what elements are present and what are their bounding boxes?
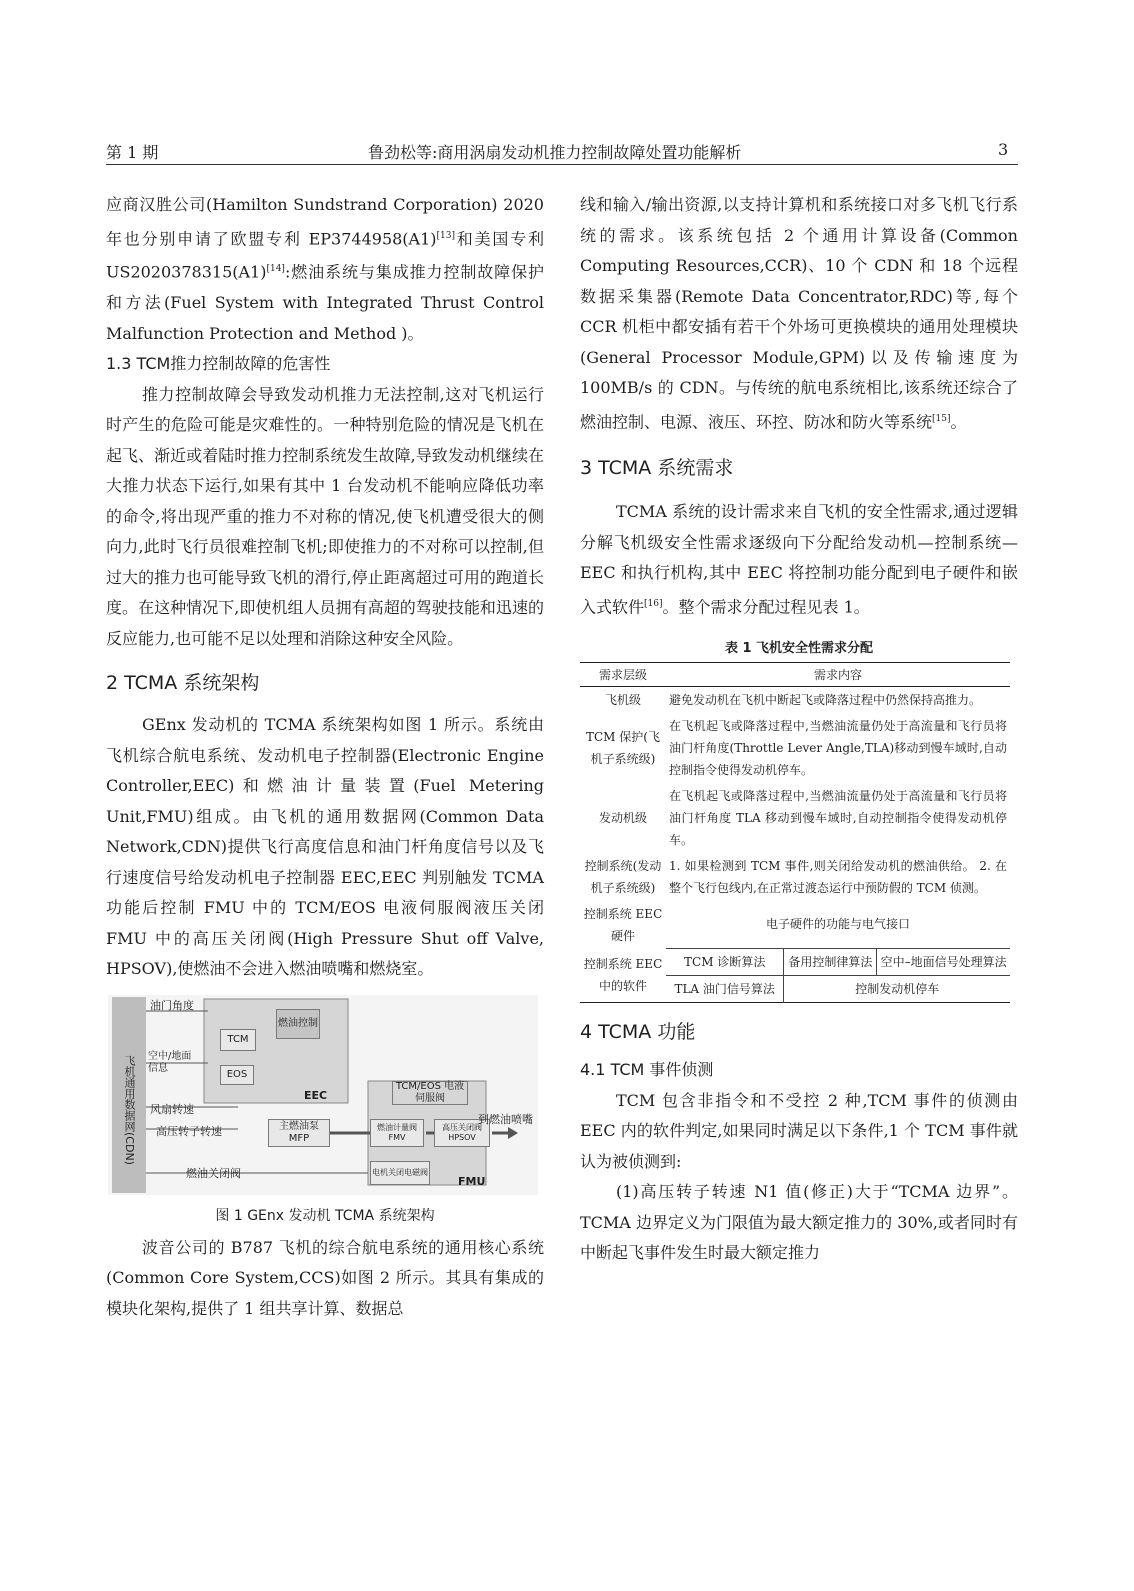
throttle-label: 油门角度 bbox=[150, 998, 194, 1012]
table-row: TLA 油门信号算法 控制发动机停车 bbox=[580, 976, 1010, 1003]
citation: [14] bbox=[266, 264, 285, 275]
fmu-label: FMU bbox=[458, 1174, 486, 1188]
table-header-level: 需求层级 bbox=[580, 662, 666, 686]
table-row: 控制系统 EEC 中的软件 TCM 诊断算法 备用控制律算法 空中–地面信号处理算法 bbox=[580, 949, 1010, 976]
paragraph: 波音公司的 B787 飞机的综合航电系统的通用核心系统(Common Core System,CCS)如图 2 所示。其具有集成的模块化架构,提供了 1 组共享计算、数据总 bbox=[106, 1237, 544, 1318]
servo-valve-box: TCM/EOS 电液伺服阀 bbox=[392, 1081, 468, 1105]
paragraph: GEnx 发动机的 TCMA 系统架构如图 1 所示。系统由飞机综合航电系统、发动机电子控制器(Electronic Engine Controller,EEC)和燃油计量装置(Fuel Metering Unit,FMU)组成。由飞机的通用数据网(Common Data Network,CDN)提供飞行高度信息和油门杆角度信号以及飞行速度信号给发动机电子控制器 EEC,EEC 判别触发 TCMA 功能后控制 FMU 中的 TCM/EOS 电液伺服阀液压关闭 FMU 中的高压关闭阀(High Pressure Shut off Valve, HPSOV),使燃油不会进入燃油喷嘴和燃烧室。 bbox=[106, 715, 544, 979]
table-row: 发动机级 在飞机起飞或降落过程中,当燃油流量仍处于高流量和飞行员将油门杆角度 TLA 移动到慢车域时,自动控制指令使得发动机停车。 bbox=[598, 788, 1007, 847]
solenoid-box: 电机关闭电磁阀 bbox=[370, 1161, 430, 1185]
citation: [15] bbox=[932, 413, 951, 424]
tcm-box: TCM bbox=[220, 1029, 256, 1051]
table-row: 飞机级 避免发动机在飞机中断起飞或降落过程中仍然保持高推力。 bbox=[604, 692, 982, 707]
table-row: 控制系统(发动机子系统级) 1. 如果检测到 TCM 事件,则关闭给发动机的燃油供给。 2. 在整个飞行包线内,在正常过渡态运行中预防假的 TCM 侦测。 bbox=[584, 858, 1007, 895]
figure-1 bbox=[108, 995, 538, 1195]
fuel-control-box: 燃油控制 bbox=[276, 1009, 320, 1039]
section-heading: 4 TCMA 功能 bbox=[580, 1021, 696, 1044]
section-heading: 3 TCMA 系统需求 bbox=[580, 457, 734, 480]
page-number: 3 bbox=[998, 140, 1009, 159]
paragraph: TCM 包含非指令和不受控 2 种,TCM 事件的侦测由 EEC 内的软件判定,如果同时满足以下条件,1 个 TCM 事件就认为被侦测到: bbox=[580, 1090, 1018, 1171]
table-caption: 表 1 飞机安全性需求分配 bbox=[724, 640, 874, 656]
hpsov-box: 高压关闭阀 HPSOV bbox=[434, 1119, 490, 1147]
eec-label: EEC bbox=[304, 1088, 328, 1102]
paragraph: TCMA 系统的设计需求来自飞机的安全性需求,通过逻辑分解飞机级安全性需求逐级向下分配给发动机—控制系统—EEC 和执行机构,其中 EEC 将控制功能分配到电子硬件和嵌入式软件[16]。整个需求分配过程见表 1。 bbox=[580, 502, 1018, 617]
running-title: 鲁劲松等:商用涡扇发动机推力控制故障处置功能解析 bbox=[368, 143, 742, 162]
main-pump-box: 主燃油泵 MFP bbox=[268, 1119, 330, 1147]
citation: [16] bbox=[644, 598, 663, 609]
paragraph: 线和输入/输出资源,以支持计算机和系统接口对多飞机飞行系统的需求。该系统包括 2 个通用计算设备(Common Computing Resources,CCR)、10 个 CDN 和 18 个远程数据采集器(Remote Data Concentrator,RDC)等,每个 CCR 机柜中都安插有若干个外场可更换模块的通用处理模块(General Processor Module,GPM)以及传输速度为 100MB/s 的 CDN。与传统的航电系统相比,该系统还综合了燃油控制、电源、液压、环控、防冰和防火等系统[15]。 bbox=[580, 195, 1018, 431]
fan-speed-label: 风扇转速 bbox=[150, 1102, 194, 1116]
paragraph: 推力控制故障会导致发动机推力无法控制,这对飞机运行时产生的危险可能是灾难性的。一种特别危险的情况是飞机在起飞、渐近或着陆时推力控制系统发生故障,导致发动机继续在大推力状态下运行,如果有其中 1 台发动机不能响应降低功率的命令,将出现严重的推力不对称的情况,使飞机遭受很大的侧向力,此时飞行员很难控制飞机;即使推力的不对称可以控制,但过大的推力也可能导致飞机的滑行,停止距离超过可用的跑道长度。在这种情况下,即使机组人员拥有高超的驾驶技能和迅速的反应能力,也可能不足以处理和消除这种安全风险。 bbox=[106, 384, 544, 648]
table-header-content: 需求内容 bbox=[666, 662, 1010, 686]
shutoff-label: 燃油关闭阀 bbox=[186, 1166, 241, 1180]
section-heading: 1.3 TCM推力控制故障的危害性 bbox=[106, 354, 331, 374]
citation: [13] bbox=[436, 230, 456, 241]
table-row: TCM 保护(飞机子系统级) 在飞机起飞或降落过程中,当燃油流量仍处于高流量和飞行员将油门杆角度(Throttle Lever Angle,TLA)移动到慢车域时,自动控制指令使得发动机停车。 bbox=[586, 718, 1007, 777]
air-ground-label: 空中/地面信息 bbox=[148, 1050, 192, 1074]
paragraph: 应商汉胜公司(Hamilton Sundstrand Corporation) 2020 年也分别申请了欧盟专利 EP3744958(A1)[13]和美国专利 US2020378315(A1)[14]:燃油系统与集成推力控制故障保护和方法(Fuel System with Integrated Thrust Control Malfunction Protection and Method )。 bbox=[106, 195, 544, 343]
table-row: 控制系统 EEC 硬件 电子硬件的功能与电气接口 bbox=[583, 906, 910, 943]
right-column bbox=[580, 190, 1018, 1269]
header-rule bbox=[106, 164, 1018, 165]
issue-number: 第 1 期 bbox=[106, 143, 159, 162]
section-heading: 4.1 TCM 事件侦测 bbox=[580, 1060, 714, 1080]
fmv-box: 燃油计量阀 FMV bbox=[370, 1119, 424, 1147]
figure-caption: 图 1 GEnx 发动机 TCMA 系统架构 bbox=[215, 1207, 435, 1224]
requirements-table bbox=[580, 662, 1010, 1004]
left-column bbox=[106, 190, 544, 1324]
cdn-label: 飞机通用数据网(CDN) bbox=[123, 1054, 136, 1165]
hp-speed-label: 高压转子转速 bbox=[156, 1124, 222, 1138]
nozzle-label: 到燃油喷嘴 bbox=[478, 1112, 533, 1126]
eos-box: EOS bbox=[220, 1065, 254, 1085]
section-heading: 2 TCMA 系统架构 bbox=[106, 672, 260, 695]
paragraph: (1)高压转子转速 N1 值(修正)大于“TCMA 边界”。TCMA 边界定义为门限值为最大额定推力的 30%,或者同时有中断起飞事件发生时最大额定推力 bbox=[580, 1182, 1018, 1263]
